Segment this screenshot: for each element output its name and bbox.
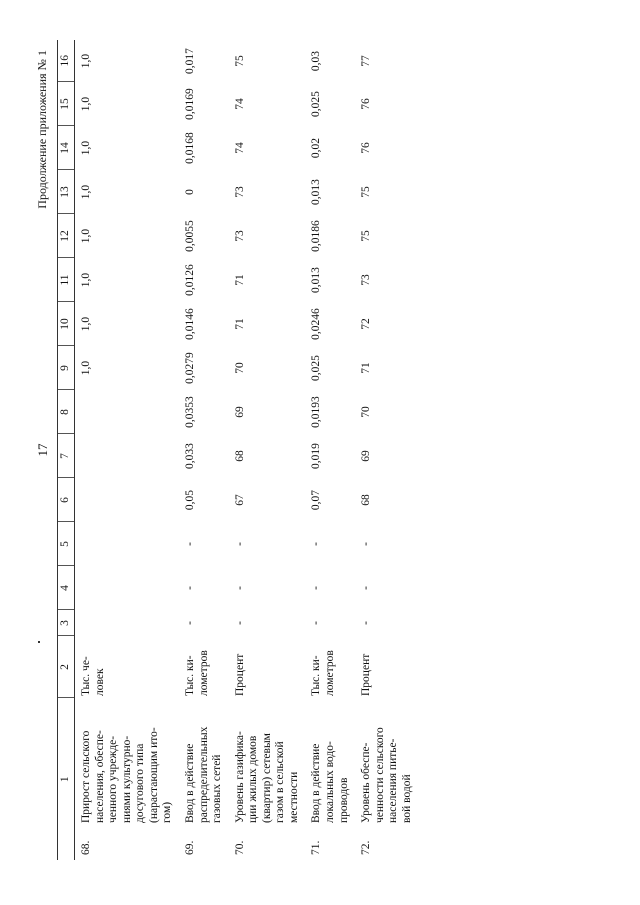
value-cell: 0,013 xyxy=(310,267,323,293)
value-cell: 0,017 xyxy=(183,48,196,74)
indicator-name-line: Уровень обеспе- xyxy=(360,742,373,823)
value-cell: 68 xyxy=(233,450,246,462)
column-header: 7 xyxy=(58,434,75,478)
table-row xyxy=(229,40,306,860)
value-cell: 0,0146 xyxy=(183,308,196,340)
value-cell: 0,033 xyxy=(183,443,196,469)
column-header: 5 xyxy=(58,522,75,566)
unit-line: Процент xyxy=(233,653,246,696)
indicator-name-line: местности xyxy=(287,771,300,823)
table-row xyxy=(179,40,229,860)
indicator-name-line: вой водой xyxy=(400,774,413,823)
value-cell: 70 xyxy=(233,362,246,374)
value-cell: 0 xyxy=(183,189,196,195)
row-number: 68. xyxy=(80,840,92,855)
unit-cell xyxy=(229,636,306,698)
indicator-name xyxy=(355,698,418,823)
column-header: 16 xyxy=(58,40,75,82)
value-cell: 1,0 xyxy=(80,140,92,156)
indicator-name-line: гом) xyxy=(161,801,174,823)
unit-line: лометров xyxy=(197,650,210,696)
indicator-name-line: населения питье- xyxy=(387,738,400,823)
unit-cell xyxy=(355,636,418,698)
value-cell: 1,0 xyxy=(80,96,92,112)
indicator-name-line: ченного учрежде- xyxy=(107,735,120,823)
value-cell: 0,025 xyxy=(310,91,323,117)
unit-line: Тыс. ки- xyxy=(310,655,323,696)
value-cell: - xyxy=(310,621,323,625)
row-number: 70. xyxy=(233,840,246,855)
column-header: 2 xyxy=(58,636,75,698)
indicator-name xyxy=(229,698,306,823)
value-cell: 0,0169 xyxy=(183,88,196,120)
value-cell xyxy=(75,434,179,478)
value-cell: - xyxy=(360,586,373,590)
value-cell: 68 xyxy=(360,494,373,506)
column-header: 4 xyxy=(58,566,75,610)
value-cell: 1,0 xyxy=(80,316,92,332)
indicator-name-line: (квартир) сетевым xyxy=(260,733,273,823)
column-header: 8 xyxy=(58,390,75,434)
value-cell: - xyxy=(233,542,246,546)
row-number: 69. xyxy=(183,840,196,855)
value-cell: - xyxy=(310,542,323,546)
indicator-name-line: Прирост сельского xyxy=(80,730,92,823)
unit-cell xyxy=(305,636,355,698)
value-cell: - xyxy=(360,621,373,625)
value-cell: - xyxy=(360,542,373,546)
indicator-name-line: ниями культурно- xyxy=(120,735,133,823)
value-cell: 0,07 xyxy=(310,489,323,511)
unit-line: Процент xyxy=(360,653,373,696)
indicator-name-line: газом в сельской xyxy=(274,741,287,823)
value-cell: 0,0055 xyxy=(183,220,196,252)
table-body xyxy=(75,40,419,860)
rotated-page xyxy=(35,40,617,860)
value-cell: - xyxy=(233,621,246,625)
value-cell: 1,0 xyxy=(80,272,92,288)
value-cell: 0,0246 xyxy=(310,308,323,340)
column-header: 10 xyxy=(58,302,75,346)
value-cell xyxy=(75,610,179,636)
value-cell: 1,0 xyxy=(80,228,92,244)
value-cell: 73 xyxy=(360,274,373,286)
indicator-name-line: проводов xyxy=(337,777,350,823)
value-cell: 76 xyxy=(360,142,373,154)
column-header: 1 xyxy=(58,698,75,860)
value-cell: 0,0126 xyxy=(183,264,196,296)
unit-cell xyxy=(75,636,179,698)
value-cell: - xyxy=(183,621,196,625)
value-cell: 1,0 xyxy=(80,53,92,69)
value-cell: 76 xyxy=(360,98,373,110)
column-header: 15 xyxy=(58,82,75,126)
value-cell: - xyxy=(233,586,246,590)
value-cell: 0,0279 xyxy=(183,352,196,384)
column-header: 3 xyxy=(58,610,75,636)
value-cell: 73 xyxy=(233,186,246,198)
indicator-name-line: распределительных xyxy=(197,726,210,823)
value-cell: 1,0 xyxy=(80,360,92,376)
indicator-name-line: ции жилых домов xyxy=(247,735,260,823)
indicator-name xyxy=(179,698,229,823)
value-cell: 0,0353 xyxy=(183,396,196,428)
indicator-name-line: Ввод в действие xyxy=(183,743,196,823)
value-cell: 70 xyxy=(360,406,373,418)
row-number: 71. xyxy=(310,840,323,855)
value-cell: 77 xyxy=(360,55,373,67)
value-cell: 75 xyxy=(360,230,373,242)
column-header: 14 xyxy=(58,126,75,170)
value-cell: 69 xyxy=(360,450,373,462)
value-cell: 0,0186 xyxy=(310,220,323,252)
value-cell: 0,013 xyxy=(310,179,323,205)
indicator-name-line: досугового типа xyxy=(134,743,147,823)
column-header: 11 xyxy=(58,258,75,302)
indicator-name-line: Уровень газифика- xyxy=(233,731,246,823)
indicator-name-line: (нарастающим ито- xyxy=(147,727,160,823)
value-cell: 71 xyxy=(233,318,246,330)
value-cell xyxy=(75,522,179,566)
value-cell: - xyxy=(310,586,323,590)
value-cell: 71 xyxy=(360,362,373,374)
value-cell: 1,0 xyxy=(80,184,92,200)
value-cell xyxy=(75,566,179,610)
unit-line: Тыс. че- xyxy=(80,656,92,696)
row-number: 72. xyxy=(360,840,373,855)
column-header: 13 xyxy=(58,170,75,214)
value-cell: 72 xyxy=(360,318,373,330)
unit-line: Тыс. ки- xyxy=(183,655,196,696)
value-cell xyxy=(75,390,179,434)
column-header: 12 xyxy=(58,214,75,258)
value-cell: 0,03 xyxy=(310,50,323,72)
indicator-table xyxy=(57,40,418,860)
value-cell: - xyxy=(183,542,196,546)
value-cell: 0,0168 xyxy=(183,132,196,164)
value-cell: - xyxy=(183,586,196,590)
indicator-name-line: населения, обеспе- xyxy=(93,730,106,823)
value-cell: 74 xyxy=(233,98,246,110)
value-cell: 0,05 xyxy=(183,489,196,511)
value-cell: 0,019 xyxy=(310,443,323,469)
unit-cell xyxy=(179,636,229,698)
continuation-label: Продолжение приложения № 1 xyxy=(35,50,49,209)
indicator-name xyxy=(305,698,355,823)
table-row xyxy=(75,40,179,860)
header-row xyxy=(58,40,75,860)
value-cell: 0,025 xyxy=(310,355,323,381)
indicator-name-line: газовых сетей xyxy=(211,754,224,823)
indicator-name-line: Ввод в действие xyxy=(310,743,323,823)
value-cell: 0,02 xyxy=(310,137,323,159)
indicator-name-line: локальных водо- xyxy=(324,741,336,823)
column-header: 9 xyxy=(58,346,75,390)
page-number: 17 xyxy=(35,443,50,457)
value-cell: 73 xyxy=(233,230,246,242)
value-cell: 69 xyxy=(233,406,246,418)
table-row xyxy=(355,40,418,860)
value-cell: 75 xyxy=(233,55,246,67)
unit-line: лометров xyxy=(324,650,336,696)
value-cell: 75 xyxy=(360,186,373,198)
value-cell: 0,0193 xyxy=(310,396,323,428)
value-cell: 67 xyxy=(233,494,246,506)
value-cell: 71 xyxy=(233,274,246,286)
column-header: 6 xyxy=(58,478,75,522)
indicator-name xyxy=(75,698,179,823)
table-row xyxy=(305,40,355,860)
unit-line: ловек xyxy=(93,668,106,696)
value-cell: 74 xyxy=(233,142,246,154)
value-cell xyxy=(75,478,179,522)
indicator-name-line: ченности сельского xyxy=(373,727,386,823)
